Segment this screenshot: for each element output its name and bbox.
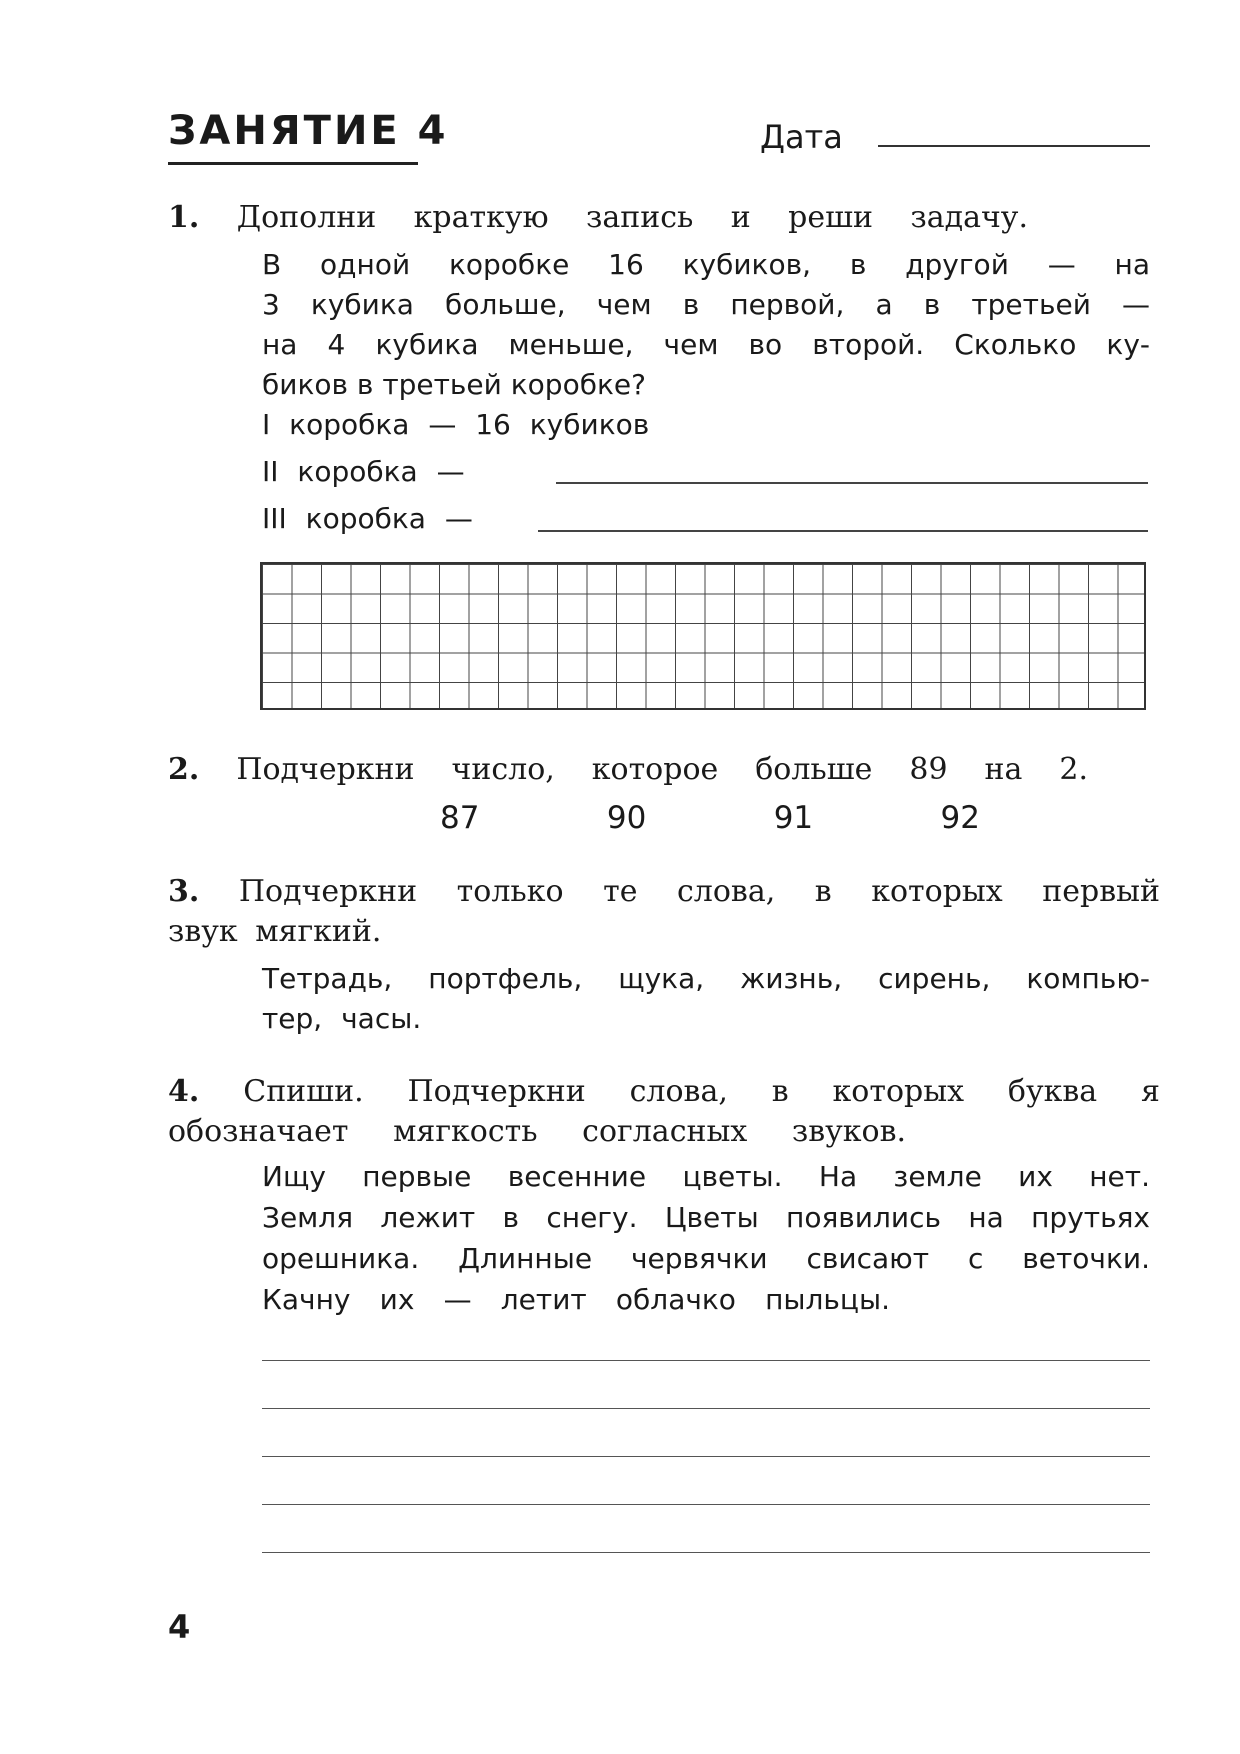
page-number: 4 [168, 1608, 191, 1646]
task1-instruction: Дополни краткую запись и реши задачу. [236, 200, 1028, 235]
task4-text-line: Качну их — летит облачко пыльцы. [262, 1283, 890, 1316]
task2-instruction: Подчеркни число, которое больше 89 на 2. [236, 752, 1088, 787]
choice-number[interactable]: 87 [440, 800, 480, 836]
title-underline [168, 162, 418, 165]
record-box-3-answer-line[interactable] [538, 530, 1148, 532]
task3-heading [168, 874, 1160, 909]
task2-number: 2. [168, 752, 200, 787]
writing-line[interactable] [262, 1504, 1150, 1505]
solution-grid[interactable] [260, 562, 1146, 710]
record-box-1: I коробка — 16 кубиков [262, 408, 650, 441]
task4-instruction-line: обозначает мягкость согласных звуков. [168, 1114, 906, 1149]
date-label: Дата [760, 118, 843, 156]
task4-text-line: Ищу первые весенние цветы. На земле их нет. [262, 1160, 1150, 1193]
task3-instruction-line: звук мягкий. [168, 914, 382, 949]
choice-number[interactable]: 91 [773, 800, 814, 836]
number-choices [440, 800, 980, 836]
task2-heading [168, 752, 1088, 787]
choice-number[interactable]: 92 [940, 800, 980, 836]
task4-text-line: орешника. Длинные червячки свисают с веточки. [262, 1242, 1150, 1275]
task1-problem-line: биков в третьей коробке? [262, 368, 646, 401]
record-box-2: II коробка — [262, 455, 465, 488]
lesson-title: ЗАНЯТИЕ 4 [168, 108, 449, 154]
task3-instruction-line: Подчеркни только те слова, в которых первый [238, 874, 1160, 909]
task4-text-line: Земля лежит в снегу. Цветы появились на прутьях [262, 1201, 1150, 1234]
choice-number[interactable]: 90 [606, 800, 647, 836]
record-box-2-answer-line[interactable] [556, 482, 1148, 484]
task4-instruction-line: Спиши. Подчеркни слова, в которых буква я [243, 1074, 1160, 1109]
task3-word-line: Тетрадь, портфель, щука, жизнь, сирень, компью- [262, 962, 1150, 995]
task1-problem-line: В одной коробке 16 кубиков, в другой — на [262, 248, 1150, 281]
writing-line[interactable] [262, 1552, 1150, 1553]
writing-line[interactable] [262, 1360, 1150, 1361]
writing-line[interactable] [262, 1456, 1150, 1457]
task1-heading [168, 200, 1028, 235]
task4-number: 4. [168, 1074, 200, 1109]
task3-word-line: тер, часы. [262, 1002, 422, 1035]
writing-line[interactable] [262, 1408, 1150, 1409]
task1-number: 1. [168, 200, 200, 235]
task3-number: 3. [168, 874, 200, 909]
task1-problem-line: на 4 кубика меньше, чем во второй. Сколько ку- [262, 328, 1150, 361]
task1-problem-line: 3 кубика больше, чем в первой, а в третьей — [262, 288, 1150, 321]
date-input-line[interactable] [878, 145, 1150, 147]
task4-heading [168, 1074, 1160, 1109]
record-box-3: III коробка — [262, 502, 473, 535]
